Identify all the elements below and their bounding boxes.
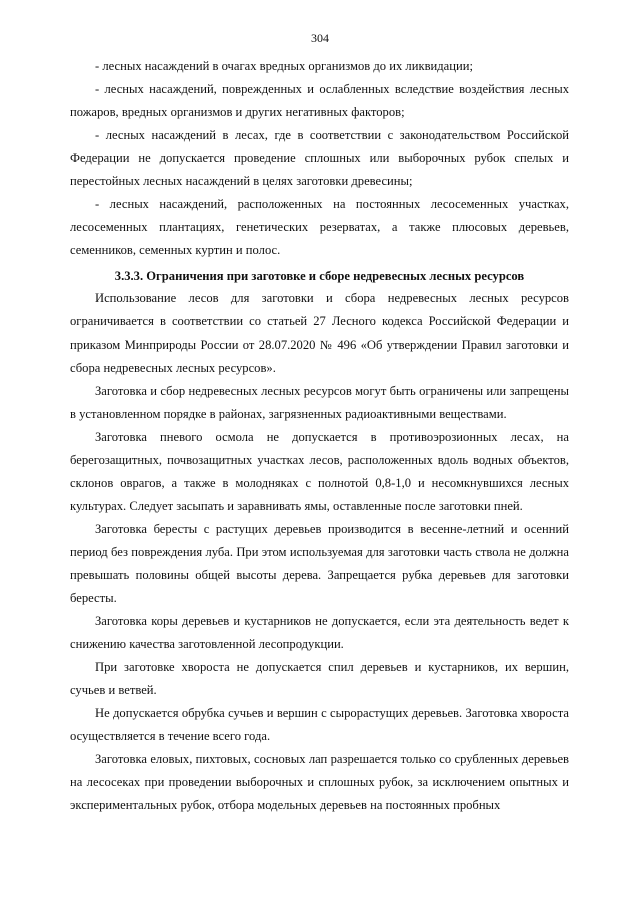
section-heading: 3.3.3. Ограничения при заготовке и сборе недревесных лесных ресурсов [114,269,525,284]
page-number: 304 [311,31,329,45]
paragraph: При заготовке хвороста не допускается спил деревьев и кустарников, их вершин, сучьев и ветвей. [70,660,569,698]
paragraph: Не допускается обрубка сучьев и вершин с сырорастущих деревьев. Заготовка хвороста осуществляется в течение всего года. [70,706,569,744]
paragraph: Заготовка бересты с растущих деревьев производится в весенне-летний и осенний период без повреждения луба. При этом используемая для заготовки часть ствола не должна превышать половины общей высоты дерева. Запрещается рубка деревьев для заготовки бересты. [70,521,569,606]
paragraph: Заготовка коры деревьев и кустарников не допускается, если эта деятельность ведет к снижению качества заготовленной лесопродукции. [70,614,569,652]
paragraph: Использование лесов для заготовки и сбора недревесных лесных ресурсов ограничивается в соответствии со статьей 27 Лесного кодекса Российской Федерации и приказом Минприроды России от 28.07.2020 № 496 «Об утверждении Правил заготовки и сбора недревесных лесных ресурсов». [70,291,569,375]
list-item: - лесных насаждений в лесах, где в соответствии с законодательством Российской Федерации не допускается проведение сплошных или выборочных рубок спелых и перестойных лесных насаждений в целях заготовки древесины; [70,128,569,189]
paragraph: Заготовка и сбор недревесных лесных ресурсов могут быть ограничены или запрещены в установленном порядке в районах, загрязненных радиоактивными веществами. [70,383,569,421]
list-item: - лесных насаждений, расположенных на постоянных лесосеменных участках, лесосеменных плантациях, генетических резерватах, а также плюсовых деревьев, семенников, семенных куртин и полос. [70,197,569,258]
paragraph: Заготовка еловых, пихтовых, сосновых лап разрешается только со срубленных деревьев на лесосеках при проведении выборочных и сплошных рубок, за исключением опытных и экспериментальных рубок, отбора модельных деревьев на постоянных пробных [70,752,569,813]
document-body [70,55,569,818]
paragraph: Заготовка пневого осмола не допускается в противоэрозионных лесах, на берегозащитных, почвозащитных участках лесов, расположенных вдоль водных объектов, склонов оврагов, а также в молодняках с полнотой 0,8-1,0 и несомкнувшихся лесных культурах. Следует засыпать и заравнивать ямы, оставленные после заготовки пней. [70,429,569,513]
list-item: - лесных насаждений в очагах вредных организмов до их ликвидации; [95,59,473,73]
list-item: - лесных насаждений, поврежденных и ослабленных вследствие воздействия лесных пожаров, вредных организмов и других негативных факторов; [70,82,569,120]
